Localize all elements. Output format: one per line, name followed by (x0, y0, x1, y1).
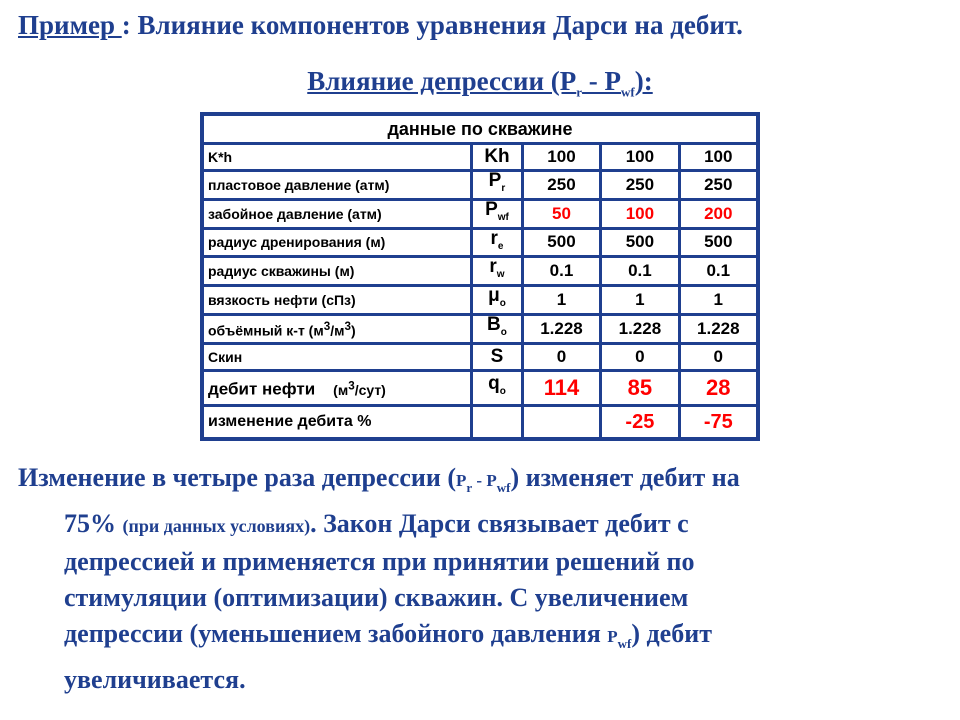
para-line (18, 460, 938, 506)
symbol-main: μ (488, 285, 500, 307)
text-sub: wf (617, 636, 632, 652)
subtitle-mid: - P (582, 66, 622, 96)
symbol-sub: o (499, 385, 506, 397)
well-data-table (200, 112, 760, 441)
row-symbol (472, 314, 523, 343)
row-label (202, 370, 472, 405)
row-label: K*h (202, 144, 472, 171)
cell-value: 0.1 (679, 257, 758, 286)
unit-part: (м (333, 381, 349, 398)
label-part: ) (350, 322, 356, 339)
cell-value: 0.1 (601, 257, 679, 286)
slide-title (18, 10, 743, 41)
unit-sup: 3 (348, 378, 355, 392)
text-part: (при данных условиях) (122, 516, 311, 537)
row-label: радиус дренирования (м) (202, 228, 472, 257)
table-row (202, 228, 758, 257)
cell-value: -25 (601, 405, 679, 439)
row-label: изменение дебита % (202, 405, 472, 439)
subtitle-sub-r: r (576, 84, 583, 100)
cell-value: 0 (601, 343, 679, 370)
title-rest: : Влияние компонентов уравнения Дарси на дебит. (121, 10, 743, 40)
symbol-sub: e (497, 240, 504, 252)
row-label: Скин (202, 343, 472, 370)
row-symbol (472, 228, 523, 257)
row-label: вязкость нефти (сПз) (202, 286, 472, 315)
row-symbol (472, 370, 523, 405)
table-row-rate (202, 370, 758, 405)
cell-value: 1 (522, 286, 600, 315)
symbol-main: P (488, 170, 502, 191)
cell-value: 200 (679, 199, 758, 228)
slide-subtitle (0, 66, 960, 100)
symbol-main: r (489, 256, 497, 278)
text-part: P (456, 471, 467, 490)
cell-value: 0 (522, 343, 600, 370)
row-label: пластовое давление (атм) (202, 171, 472, 200)
symbol-sub: wf (497, 211, 509, 223)
label-part: /м (330, 322, 345, 339)
cell-value: 250 (601, 171, 679, 200)
cell-value: 0.1 (522, 257, 600, 286)
rate-unit (333, 378, 386, 398)
cell-value: 500 (601, 228, 679, 257)
subtitle-sub-wf: wf (621, 84, 635, 100)
text-part: . Закон Дарси связывает дебит с (310, 509, 689, 539)
symbol-sub: o (500, 326, 507, 338)
symbol-sub: w (496, 269, 505, 281)
table-header: данные по скважине (202, 114, 758, 144)
para-line: стимуляции (оптимизации) скважин. С увеличением (64, 583, 689, 613)
label-sup: 3 (344, 320, 351, 334)
cell-value: 50 (522, 199, 600, 228)
cell-value: 1 (679, 286, 758, 315)
cell-value: 500 (679, 228, 758, 257)
text-part: P (486, 471, 497, 490)
table-row (202, 144, 758, 171)
cell-value: 100 (679, 144, 758, 171)
row-label (202, 314, 472, 343)
text-part: ) дебит (631, 619, 712, 649)
row-symbol (472, 343, 523, 370)
symbol-main: q (488, 372, 500, 394)
cell-value: 250 (679, 171, 758, 200)
table-row (202, 171, 758, 200)
unit-part: /сут) (354, 381, 386, 398)
symbol-main: P (485, 198, 498, 220)
cell-value: 100 (601, 199, 679, 228)
para-line: увеличивается. (64, 665, 246, 695)
table-row (202, 286, 758, 315)
symbol-sub: r (501, 182, 506, 194)
text-part: - (472, 471, 487, 490)
para-line (18, 506, 938, 544)
row-label: забойное давление (атм) (202, 199, 472, 228)
subtitle-prefix: Влияние депрессии (P (307, 66, 577, 96)
table-row (202, 314, 758, 343)
cell-value: 500 (522, 228, 600, 257)
symbol-sub: o (499, 297, 506, 309)
text-part: P (607, 627, 618, 647)
symbol-main: S (490, 345, 504, 367)
explanation-paragraph (18, 460, 938, 698)
row-symbol (472, 199, 523, 228)
row-symbol (472, 405, 523, 439)
row-symbol (472, 286, 523, 315)
row-symbol (472, 144, 523, 171)
rate-label: дебит нефти (208, 379, 316, 399)
row-symbol (472, 171, 523, 200)
symbol-main: Kh (484, 146, 510, 167)
title-lead: Пример (18, 10, 122, 40)
text-part: ) изменяет дебит на (510, 463, 740, 492)
text-sub: r (466, 480, 473, 496)
row-symbol (472, 257, 523, 286)
cell-value: 100 (601, 144, 679, 171)
row-label: радиус скважины (м) (202, 257, 472, 286)
cell-value: 250 (522, 171, 600, 200)
table-row (202, 199, 758, 228)
table-row-change (202, 405, 758, 439)
text-part: 75% (64, 509, 123, 539)
label-sup: 3 (323, 320, 331, 334)
table-row (202, 257, 758, 286)
cell-value: 1.228 (601, 314, 679, 343)
para-line (18, 616, 938, 662)
cell-value: 1.228 (522, 314, 600, 343)
cell-value (522, 405, 600, 439)
text-part: Изменение в четыре раза депрессии ( (18, 463, 456, 492)
symbol-main: B (487, 313, 501, 335)
cell-value: 85 (601, 370, 679, 405)
para-line: депрессией и применяется при принятии решений по (64, 547, 695, 577)
cell-value: 28 (679, 370, 758, 405)
cell-value: 100 (522, 144, 600, 171)
cell-value: 0 (679, 343, 758, 370)
cell-value: 1.228 (679, 314, 758, 343)
cell-value: 114 (522, 370, 600, 405)
table-row (202, 343, 758, 370)
cell-value: 1 (601, 286, 679, 315)
cell-value: -75 (679, 405, 758, 439)
subtitle-suffix: ): (634, 66, 653, 96)
text-part: депрессии (уменьшением забойного давления (64, 619, 608, 649)
label-part: объёмный к-т (м (208, 322, 324, 339)
symbol-main: r (490, 227, 498, 249)
text-sub: wf (496, 480, 511, 496)
